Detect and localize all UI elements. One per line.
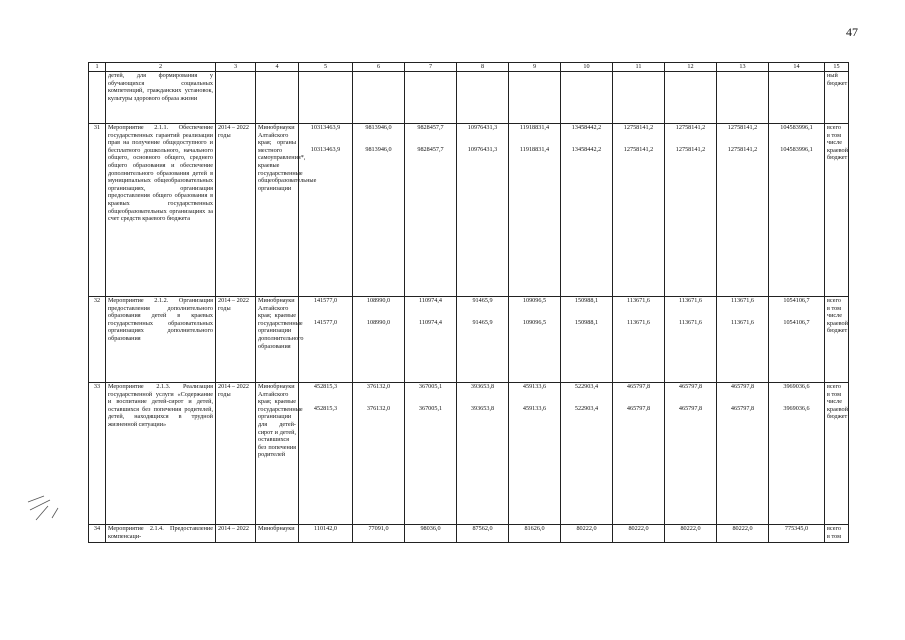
funding-source: [825, 72, 849, 124]
amount-total: 465797,8: [626, 383, 651, 390]
row-number: 34: [89, 525, 106, 543]
amount-cell: [665, 124, 717, 297]
funding-source-label: всего: [827, 383, 841, 390]
amount-total: 77091,0: [368, 525, 389, 532]
amount-regional: 465797,8: [730, 404, 755, 412]
executor: Минобрнауки Алтайского края; краевые государственные организации для детей-сирот и детей, оставшихся без попечения родителей: [256, 383, 299, 525]
amount-cell: [299, 72, 353, 124]
amount-total: 91465,9: [472, 297, 493, 304]
amount-total: 12758141,2: [675, 124, 706, 131]
amount-total: 775345,0: [784, 525, 809, 532]
period-years: 2014 – 2022 годы: [216, 297, 256, 383]
table-row: [89, 124, 849, 297]
funding-source-label: ный бюджет: [827, 72, 848, 87]
amount-regional: 12758141,2: [727, 145, 758, 153]
amount-regional: 459133,6: [522, 404, 547, 412]
header-cell: 13: [717, 63, 769, 72]
amount-total: 98036,0: [420, 525, 441, 532]
funding-source-label: всего: [827, 297, 841, 304]
amount-cell: [299, 525, 353, 543]
header-cell: 6: [353, 63, 405, 72]
amount-regional: 393653,8: [470, 404, 495, 412]
amount-total: 110142,0: [314, 525, 337, 532]
amount-regional: 110974,4: [419, 318, 442, 326]
header-cell: 4: [256, 63, 299, 72]
executor: Минобрнауки Алтайского края; краевые государственные организации дополнительного образования: [256, 297, 299, 383]
amount-regional: 10313463,9: [310, 145, 341, 153]
amount-cell: [717, 72, 769, 124]
funding-source: [825, 124, 849, 297]
measure-description: Мероприятие 2.1.1. Обеспечение государственных гарантий реализации прав на получение общедоступного и бесплатного дошкольного, начального общего, основного общего, среднего общего образования и обеспечение дополнительного образования детей в муниципальных общеобразовательных организациях, организация предоставления общего образования в краевых государственных общеобразовательных организациях за счет средств краевого бюджета: [106, 124, 216, 297]
amount-total: 3969036,6: [783, 383, 810, 390]
amount-cell: [509, 383, 561, 525]
amount-regional: 465797,8: [678, 404, 703, 412]
funding-source-label: в том числе: [827, 304, 843, 320]
funding-source: [825, 297, 849, 383]
measure-description: Мероприятие 2.1.2. Организация предоставления дополнительного образования детей в краевых государственных образовательных организациях дополнительного образования: [106, 297, 216, 383]
amount-cell: [561, 525, 613, 543]
amount-cell: [769, 72, 825, 124]
amount-total: 10976431,3: [467, 124, 498, 131]
amount-cell: [665, 72, 717, 124]
funding-source: [825, 525, 849, 543]
table-row: [89, 383, 849, 525]
amount-cell: [509, 297, 561, 383]
amount-total: 465797,8: [730, 383, 755, 390]
amount-regional: 9828457,7: [417, 145, 444, 153]
amount-cell: [457, 297, 509, 383]
amount-cell: [613, 525, 665, 543]
amount-total: 150988,1: [574, 297, 599, 304]
amount-cell: [353, 383, 405, 525]
table-row: [89, 72, 849, 124]
amount-cell: [299, 297, 353, 383]
amount-total: 452815,3: [313, 383, 338, 390]
amount-total: 376132,0: [366, 383, 391, 390]
amount-cell: [353, 297, 405, 383]
amount-cell: [769, 124, 825, 297]
header-cell: 2: [106, 63, 216, 72]
measure-description: Мероприятие 2.1.3. Реализация государственной услуги «Содержание и воспитание детей-сирот и детей, оставшихся без попечения родителей, детей, находящихся в трудной жизненной ситуации»: [106, 383, 216, 525]
amount-cell: [353, 525, 405, 543]
header-cell: 14: [769, 63, 825, 72]
measure-description: детей, для формирования у обучающихся социальных компетенций, гражданских установок, культуры здорового образа жизни: [106, 72, 216, 124]
amount-cell: [717, 297, 769, 383]
funding-source: [825, 383, 849, 525]
amount-cell: [613, 124, 665, 297]
amount-cell: [561, 383, 613, 525]
row-number: 32: [89, 297, 106, 383]
funding-source-label: всего: [827, 124, 841, 131]
header-cell: 7: [405, 63, 457, 72]
amount-total: 113671,6: [627, 297, 650, 304]
amount-regional: 522903,4: [574, 404, 599, 412]
period-years: 2014 – 2022 годы: [216, 124, 256, 297]
amount-regional: 104583996,1: [780, 145, 813, 153]
header-cell: 5: [299, 63, 353, 72]
amount-total: 80222,0: [680, 525, 701, 532]
amount-cell: [509, 525, 561, 543]
amount-cell: [561, 72, 613, 124]
amount-total: 80222,0: [732, 525, 753, 532]
amount-total: 113671,6: [731, 297, 754, 304]
amount-regional: 10976431,3: [467, 145, 498, 153]
amount-cell: [457, 525, 509, 543]
amount-cell: [561, 124, 613, 297]
amount-cell: [665, 297, 717, 383]
amount-total: 80222,0: [628, 525, 649, 532]
header-cell: 11: [613, 63, 665, 72]
header-cell: 12: [665, 63, 717, 72]
funding-source-label: краевой бюджет: [827, 146, 848, 162]
amount-total: 12758141,2: [623, 124, 654, 131]
table-row: [89, 525, 849, 543]
amount-total: 1054106,7: [783, 297, 810, 304]
row-number: 33: [89, 383, 106, 525]
amount-total: 9813946,0: [365, 124, 392, 131]
amount-cell: [353, 72, 405, 124]
amount-cell: [769, 383, 825, 525]
amount-regional: 9813946,0: [365, 145, 392, 153]
executor: Минобрнауки Алтайского края; органы местного самоуправления*, краевые государственные общеобразовательные организации: [256, 124, 299, 297]
amount-cell: [665, 383, 717, 525]
amount-cell: [613, 72, 665, 124]
table-body: [89, 72, 849, 543]
table-row: [89, 297, 849, 383]
amount-cell: [405, 525, 457, 543]
amount-total: 87562,0: [472, 525, 493, 532]
amount-regional: 113671,6: [679, 318, 702, 326]
header-cell: 10: [561, 63, 613, 72]
amount-regional: 108990,0: [366, 318, 391, 326]
amount-total: 459133,6: [522, 383, 547, 390]
amount-total: 104583996,1: [780, 124, 813, 131]
amount-total: 10313463,9: [310, 124, 341, 131]
amount-total: 113671,6: [679, 297, 702, 304]
amount-regional: 141577,0: [313, 318, 338, 326]
amount-regional: 113671,6: [627, 318, 650, 326]
amount-cell: [717, 525, 769, 543]
header-cell: 9: [509, 63, 561, 72]
amount-cell: [717, 383, 769, 525]
amount-total: 13458442,2: [571, 124, 602, 131]
amount-cell: [405, 124, 457, 297]
amount-total: 141577,0: [313, 297, 338, 304]
period-years: [216, 72, 256, 124]
budget-table: [88, 62, 849, 543]
amount-cell: [509, 124, 561, 297]
amount-regional: 12758141,2: [675, 145, 706, 153]
amount-total: 108990,0: [366, 297, 391, 304]
measure-description: Мероприятие 2.1.4. Предоставление компенсаци-: [106, 525, 216, 543]
header-cell: 15: [825, 63, 849, 72]
amount-regional: 3969036,6: [783, 404, 810, 412]
amount-cell: [769, 525, 825, 543]
amount-total: 522903,4: [574, 383, 599, 390]
amount-total: 367005,1: [418, 383, 443, 390]
funding-source-label: в том числе: [827, 390, 843, 406]
executor: Минобрнауки: [256, 525, 299, 543]
amount-total: 109096,5: [522, 297, 547, 304]
amount-regional: 367005,1: [418, 404, 443, 412]
amount-regional: 11918831,4: [519, 145, 550, 153]
funding-source-label: краевой бюджет: [827, 405, 848, 421]
amount-cell: [509, 72, 561, 124]
amount-total: 9828457,7: [417, 124, 444, 131]
amount-regional: 1054106,7: [783, 318, 810, 326]
amount-cell: [405, 297, 457, 383]
amount-cell: [561, 297, 613, 383]
amount-total: 81626,0: [524, 525, 545, 532]
amount-cell: [457, 72, 509, 124]
amount-cell: [353, 124, 405, 297]
amount-total: 393653,8: [470, 383, 495, 390]
handwritten-mark: [26, 488, 66, 524]
amount-regional: 465797,8: [626, 404, 651, 412]
funding-source-label: краевой бюджет: [827, 319, 848, 335]
executor: [256, 72, 299, 124]
amount-cell: [457, 383, 509, 525]
amount-total: 80222,0: [576, 525, 597, 532]
period-years: 2014 – 2022 годы: [216, 383, 256, 525]
header-cell: 8: [457, 63, 509, 72]
amount-total: 465797,8: [678, 383, 703, 390]
amount-total: 12758141,2: [727, 124, 758, 131]
header-cell: 1: [89, 63, 106, 72]
amount-cell: [613, 297, 665, 383]
amount-regional: 91465,9: [472, 318, 493, 326]
amount-cell: [457, 124, 509, 297]
amount-cell: [665, 525, 717, 543]
page-number: 47: [846, 25, 858, 39]
header-cell: 3: [216, 63, 256, 72]
amount-total: 110974,4: [419, 297, 442, 304]
funding-source-label: всего: [827, 525, 841, 532]
amount-cell: [299, 124, 353, 297]
amount-total: 11918831,4: [519, 124, 550, 131]
row-number: 31: [89, 124, 106, 297]
amount-cell: [769, 297, 825, 383]
amount-regional: 150988,1: [574, 318, 599, 326]
amount-regional: 13458442,2: [571, 145, 602, 153]
amount-cell: [613, 383, 665, 525]
amount-cell: [299, 383, 353, 525]
header-row: [89, 63, 849, 72]
amount-regional: 113671,6: [731, 318, 754, 326]
amount-cell: [405, 72, 457, 124]
amount-regional: 452815,3: [313, 404, 338, 412]
period-years: 2014 – 2022: [216, 525, 256, 543]
amount-cell: [717, 124, 769, 297]
amount-regional: 376132,0: [366, 404, 391, 412]
amount-cell: [405, 383, 457, 525]
amount-regional: 12758141,2: [623, 145, 654, 153]
funding-source-label: в том числе: [827, 131, 843, 147]
funding-source-label: в том: [827, 532, 841, 540]
row-number: [89, 72, 106, 124]
amount-regional: 109096,5: [522, 318, 547, 326]
